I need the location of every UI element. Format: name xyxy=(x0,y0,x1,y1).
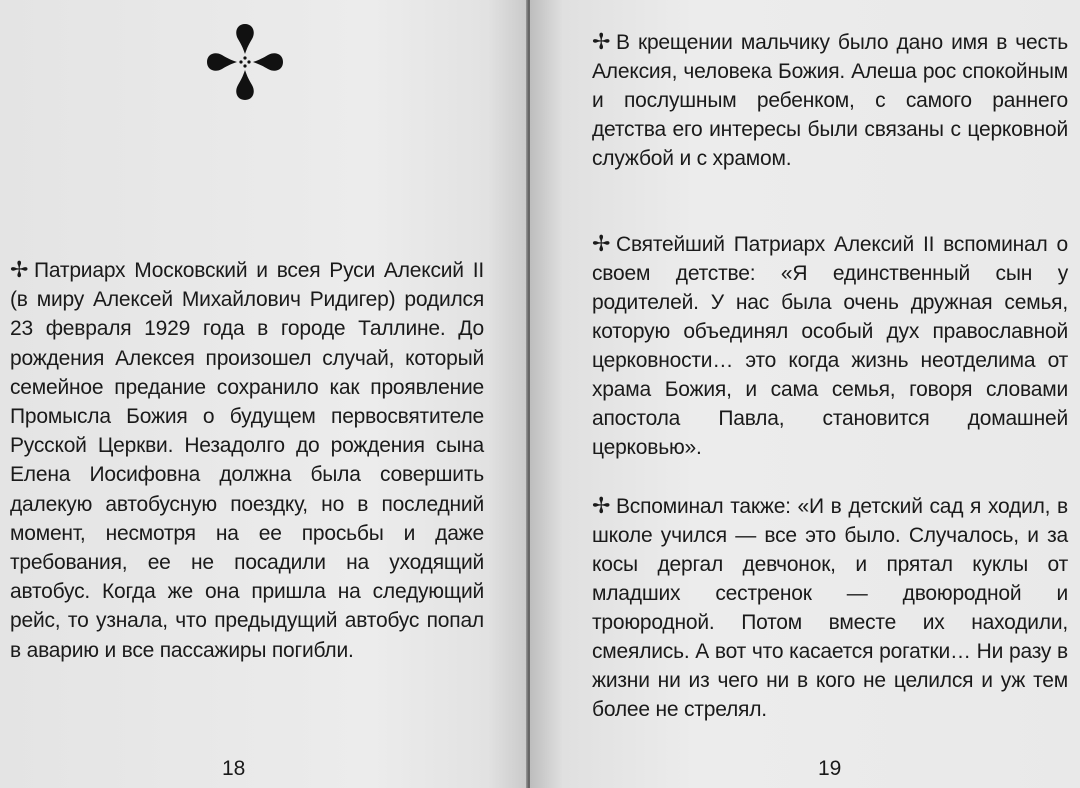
right-paragraph-2 xyxy=(592,230,1068,462)
cross-ornament-icon xyxy=(203,20,287,104)
right-paragraph-1 xyxy=(592,28,1068,173)
cross-bullet-icon: ✢ xyxy=(592,30,611,55)
page-number-left: 18 xyxy=(222,757,246,780)
left-paragraph-text: Патриарх Московский и всея Руси Алексий II (в миру Алексей Михайлович Ридигер) родился 23 февраля 1929 года в городе Таллине. До рождения Алексея произошел случай, который семейное предание сохранило как проявление Промысла Божия о будущем первосвятителе Русской Церкви. Незадолго до рождения сына Елена Иосифовна должна была совершить далекую автобусную поездку, но в последний момент, несмотря на ее просьбы и даже требования, ее не посадили на уходящий автобус. Когда же она пришла на следующий рейс, то узнала, что предыдущий автобус попал в аварию и все пассажиры погибли. xyxy=(10,259,484,662)
right-paragraph-3-text: Вспоминал также: «И в детский сад я ходил, в школе учился — все это было. Случалось, и за косы дергал девчонок, и прятал куклы от младших сестренок — двоюродной и троюродной. Потом вместе их находили, смеялись. А вот что касается рогатки… Ни разу в жизни ни из чего ни в кого не целился и уж тем более не стрелял. xyxy=(592,495,1068,721)
right-paragraph-3 xyxy=(592,492,1068,724)
cross-bullet-icon: ✢ xyxy=(592,494,611,519)
right-paragraph-1-text: В крещении мальчику было дано имя в честь Алексия, человека Божия. Алеша рос спокойным и послушным ребенком, с самого раннего детства его интересы были связаны с церковной службой и с храмом. xyxy=(592,31,1068,170)
cross-bullet-icon: ✢ xyxy=(592,232,611,257)
right-paragraph-2-text: Святейший Патриарх Алексий II вспоминал о своем детстве: «Я единственный сын у родителей. У нас была очень дружная семья, которую объединял особый дух православной церковности… это когда жизнь неотделима от храма Божия, и сама семья, говоря словами апостола Павла, становится домашней церковью». xyxy=(592,233,1068,459)
cross-bullet-icon: ✢ xyxy=(10,258,29,283)
left-page xyxy=(0,0,530,788)
left-paragraph xyxy=(10,256,484,665)
page-number-right: 19 xyxy=(818,757,842,780)
